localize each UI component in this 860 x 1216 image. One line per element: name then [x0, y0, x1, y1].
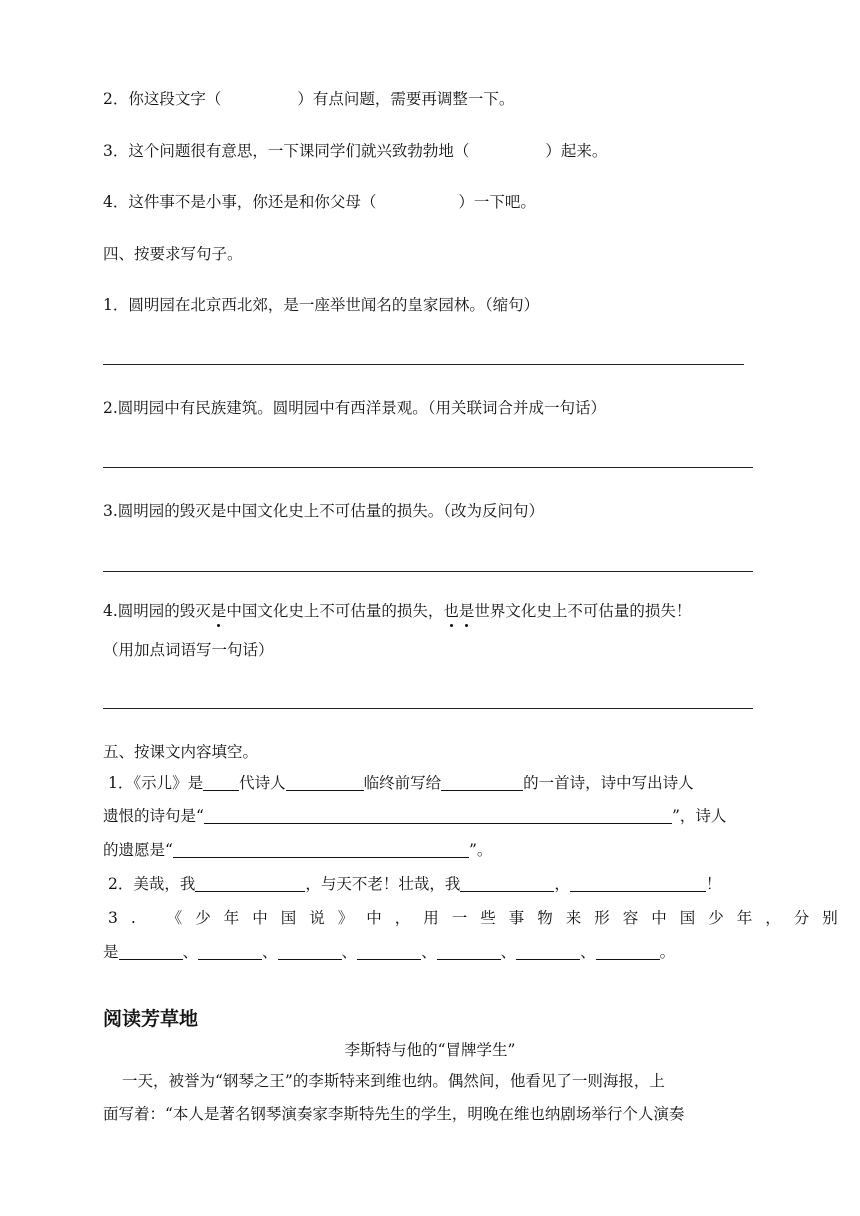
- fill-text: 的一首诗，诗中写出诗人: [523, 774, 694, 792]
- section-4-title: 四、按要求写句子。: [103, 245, 243, 263]
- fill-blank[interactable]: [173, 841, 469, 858]
- sentence-1: 1．圆明园在北京西北郊，是一座举世闻名的皇家园林。（缩句）: [103, 296, 540, 314]
- fill-blank[interactable]: [460, 875, 554, 892]
- fill-blank[interactable]: [516, 943, 580, 960]
- fill-3-line-2: [103, 941, 675, 963]
- sentence-3: 3.圆明园的毁灭是中国文化史上不可估量的损失。（改为反问句）: [103, 502, 545, 520]
- fill-text: 的遗愿是“: [103, 841, 173, 859]
- fill-text: ，: [554, 875, 570, 893]
- fill-text: 代诗人: [239, 774, 286, 792]
- fill-text: 遗恨的诗句是“: [103, 807, 204, 825]
- fill-2: [108, 873, 721, 895]
- fill-blank[interactable]: [437, 943, 501, 960]
- item-text: 3．这个问题很有意思，一下课同学们就兴致勃勃地（: [103, 142, 470, 160]
- fill-blank[interactable]: [286, 774, 364, 791]
- fill-blank[interactable]: [119, 943, 183, 960]
- fill-blank[interactable]: [596, 943, 660, 960]
- fill-text: ！: [705, 875, 722, 893]
- fill-text: ”，诗人: [671, 807, 727, 825]
- fill-text: 3. 《少年中国说》中，用一些事物来形容中国少年，分别: [108, 909, 851, 927]
- fill-text: 。: [659, 943, 676, 961]
- separator: 、: [421, 943, 437, 961]
- dotted-char: 是: [458, 602, 475, 620]
- reading-paragraph-line-1: 一天，被誉为“钢琴之王”的李斯特来到维也纳。偶然间，他看见了一则海报，上: [122, 1072, 665, 1090]
- fill-text: 2．美哉，我: [108, 875, 196, 893]
- sentence-text: 4.圆明园的毁灭: [103, 602, 211, 620]
- separator: 、: [262, 943, 278, 961]
- dotted-word: [443, 602, 474, 620]
- fill-text: 1．《示儿》是: [108, 774, 204, 792]
- dotted-word: 是: [210, 602, 227, 620]
- q3-item-4: [103, 191, 536, 213]
- answer-line-2[interactable]: [103, 467, 753, 468]
- fill-text: ”。: [468, 841, 493, 859]
- fill-text: ，与天不老！壮哉，我: [305, 875, 461, 893]
- fill-blank[interactable]: [195, 875, 305, 892]
- fill-blank[interactable]: [278, 943, 342, 960]
- answer-line-1[interactable]: [103, 364, 744, 365]
- fill-text: 临终前写给: [363, 774, 442, 792]
- fill-blank[interactable]: [203, 774, 239, 791]
- reading-paragraph-line-2: 面写着：“本人是著名钢琴演奏家李斯特先生的学生，明晚在维也纳剧场举行个人演奏: [103, 1105, 685, 1123]
- fill-blank[interactable]: [198, 943, 262, 960]
- item-text: ）起来。: [545, 142, 608, 160]
- fill-blank[interactable]: [204, 807, 672, 824]
- separator: 、: [580, 943, 596, 961]
- sentence-4: [103, 600, 691, 622]
- fill-1-line-1: [108, 772, 694, 794]
- item-text: ）有点问题，需要再调整一下。: [297, 90, 515, 108]
- fill-1-line-2: [103, 805, 726, 827]
- item-text: 2．你这段文字（: [103, 90, 222, 108]
- q3-item-3: [103, 140, 607, 162]
- fill-text: 是: [103, 943, 119, 961]
- fill-1-line-3: [103, 839, 492, 861]
- q3-item-2: [103, 88, 514, 110]
- sentence-2: 2.圆明园中有民族建筑。圆明园中有西洋景观。（用关联词合并成一句话）: [103, 399, 607, 417]
- reading-title: 李斯特与他的“冒牌学生”: [344, 1041, 516, 1059]
- separator: 、: [500, 943, 517, 961]
- reading-heading: 阅读芳草地: [103, 1008, 199, 1030]
- item-text: ）一下吧。: [458, 193, 536, 211]
- fill-blank[interactable]: [570, 875, 706, 892]
- separator: 、: [182, 943, 199, 961]
- dotted-char: 也: [443, 602, 459, 620]
- fill-3-line-1: [108, 907, 851, 929]
- sentence-text: 世界文化史上不可估量的损失！: [474, 602, 692, 620]
- answer-line-4[interactable]: [103, 708, 753, 709]
- item-text: 4．这件事不是小事，你还是和你父母（: [103, 193, 377, 211]
- fill-blank[interactable]: [357, 943, 421, 960]
- separator: 、: [341, 943, 358, 961]
- answer-line-3[interactable]: [103, 571, 753, 572]
- section-5-title: 五、按课文内容填空。: [103, 743, 259, 761]
- sentence-4-note: （用加点词语写一句话）: [103, 641, 274, 659]
- sentence-text: 中国文化史上不可估量的损失，: [226, 602, 444, 620]
- fill-blank[interactable]: [441, 774, 523, 791]
